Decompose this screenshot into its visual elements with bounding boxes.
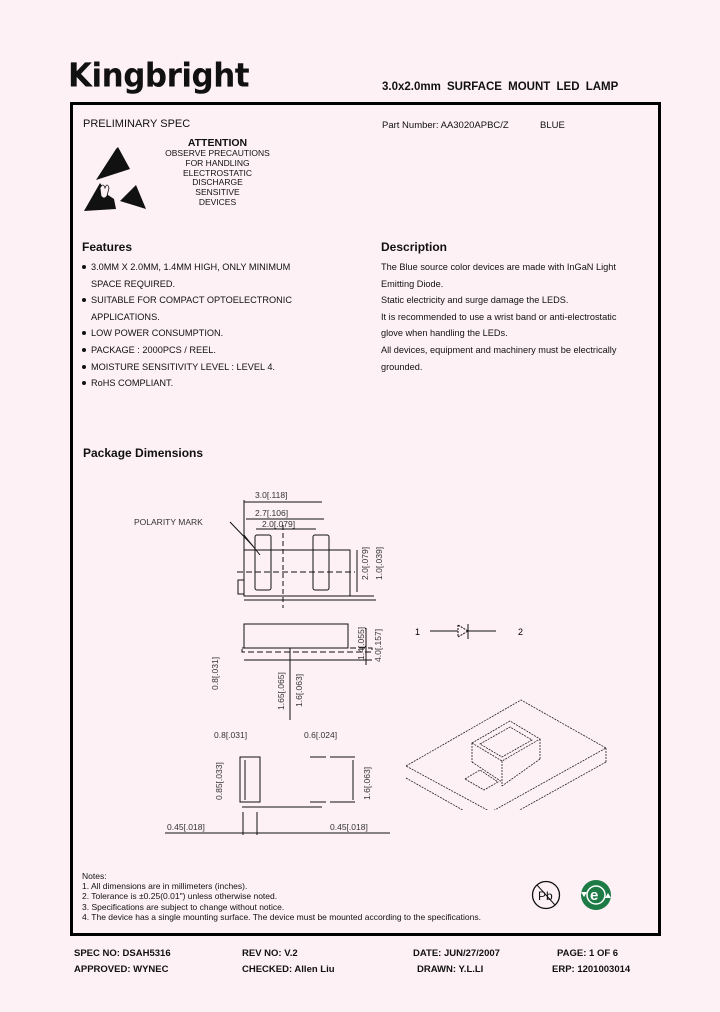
svg-text:e: e: [590, 887, 599, 904]
checked-by: CHECKED: Allen Liu: [242, 964, 335, 975]
note-item: 2. Tolerance is ±0.25(0.01") unless otherwise noted.: [82, 891, 278, 902]
attention-line: DEVICES: [198, 196, 237, 207]
package-dimensions-heading: Package Dimensions: [83, 446, 204, 460]
spec-status: PRELIMINARY SPEC: [83, 118, 191, 130]
description-line: The Blue source color devices are made with InGaN Light: [381, 262, 616, 272]
features-list: [82, 259, 362, 392]
document-title: 3.0x2.0mm SURFACE MOUNT LED LAMP: [382, 81, 619, 93]
feature-item: MOISTURE SENSITIVITY LEVEL : LEVEL 4.: [82, 359, 362, 376]
description-line: Static electricity and surge damage the LEDS.: [381, 295, 569, 306]
description-text: [381, 259, 651, 375]
description-line: Emitting Diode.: [381, 278, 444, 289]
dim-label: 1.65[.065]: [276, 672, 286, 710]
note-item: 3. Specifications are subject to change without notice.: [82, 901, 285, 912]
polarity-mark-label: POLARITY MARK: [134, 517, 203, 527]
dim-label: 0.85[.033]: [214, 762, 224, 800]
package-dimension-drawing: [120, 480, 410, 840]
feature-item: LOW POWER CONSUMPTION.: [82, 325, 362, 342]
attention-line: FOR HANDLING: [185, 157, 250, 168]
bullet-icon: [82, 298, 86, 302]
note-item: 4. The device has a single mounting surface. The device must be mounted according to the specifications.: [82, 911, 481, 922]
dim-label: 0.45[.018]: [330, 822, 368, 832]
page-indicator: PAGE: 1 OF 6: [557, 948, 619, 959]
dim-label: 2.7[.106]: [255, 508, 289, 518]
dim-label: 0.8[.031]: [210, 656, 220, 690]
description-heading: Description: [381, 240, 448, 254]
dim-label: 3.0[.118]: [255, 490, 288, 500]
diode-symbol-icon: [410, 622, 540, 642]
brand-logo: Kingbright: [68, 57, 250, 95]
attention-notice: [150, 137, 285, 208]
approved-by: APPROVED: WYNEC: [74, 964, 169, 975]
bullet-icon: [82, 265, 86, 269]
feature-item: 3.0MM X 2.0MM, 1.4MM HIGH, ONLY MINIMUM SPACE REQUIRED.: [82, 259, 362, 292]
dim-label: 1.6[.063]: [362, 766, 372, 800]
drawn-by: DRAWN: Y.L.LI: [417, 964, 484, 975]
bullet-icon: [82, 348, 86, 352]
description-line: glove when handling the LEDs.: [381, 328, 508, 339]
feature-item: RoHS COMPLIANT.: [82, 375, 362, 392]
feature-item: PACKAGE : 2000PCS / REEL.: [82, 342, 362, 359]
spec-number: SPEC NO: DSAH5316: [74, 948, 171, 959]
dim-label: 1.0[.039]: [374, 546, 384, 580]
description-line: It is recommended to use a wrist band or anti-electrostatic: [381, 311, 617, 322]
feature-item: SUITABLE FOR COMPACT OPTOELECTRONIC APPLICATIONS.: [82, 292, 362, 325]
dim-label: 1.6[.063]: [294, 673, 304, 707]
dim-label: 0.45[.018]: [167, 822, 205, 832]
dim-label: 0.6[.024]: [304, 730, 338, 740]
bullet-icon: [82, 331, 86, 335]
description-line: All devices, equipment and machinery must be electrically: [381, 344, 617, 355]
features-heading: Features: [82, 240, 133, 254]
dim-label: 2.0[.079]: [262, 519, 296, 529]
notes-title: Notes:: [82, 871, 107, 881]
part-number: Part Number: AA3020APBC/Z: [382, 120, 509, 131]
attention-title: ATTENTION: [187, 137, 248, 149]
eco-recycle-icon: [579, 878, 613, 912]
esd-warning-icon: [80, 133, 150, 211]
lead-free-icon: [531, 880, 561, 910]
attention-line: OBSERVE PRECAUTIONS: [165, 148, 270, 158]
notes-section: [82, 871, 481, 922]
revision-number: REV NO: V.2: [242, 948, 298, 959]
isometric-led-drawing: [400, 690, 620, 810]
dim-label: 0.8[.031]: [214, 730, 248, 740]
note-item: 1. All dimensions are in millimeters (inches).: [82, 881, 248, 892]
bullet-icon: [82, 381, 86, 385]
part-color: BLUE: [540, 120, 565, 131]
attention-line: ELECTROSTATIC: [182, 167, 253, 178]
erp-number: ERP: 1201003014: [552, 964, 631, 975]
dim-label: 2.0[.079]: [360, 546, 370, 580]
attention-line: SENSITIVE: [195, 187, 240, 198]
attention-line: DISCHARGE: [192, 177, 243, 188]
dim-label: 4.0[.157]: [373, 628, 383, 662]
description-line: grounded.: [381, 361, 423, 372]
bullet-icon: [82, 365, 86, 369]
svg-text:Pb: Pb: [538, 889, 553, 903]
pin-2-label: 2: [518, 627, 524, 637]
pin-1-label: 1: [415, 627, 421, 637]
dim-label: 1.4[.055]: [356, 626, 366, 660]
document-date: DATE: JUN/27/2007: [413, 948, 500, 959]
